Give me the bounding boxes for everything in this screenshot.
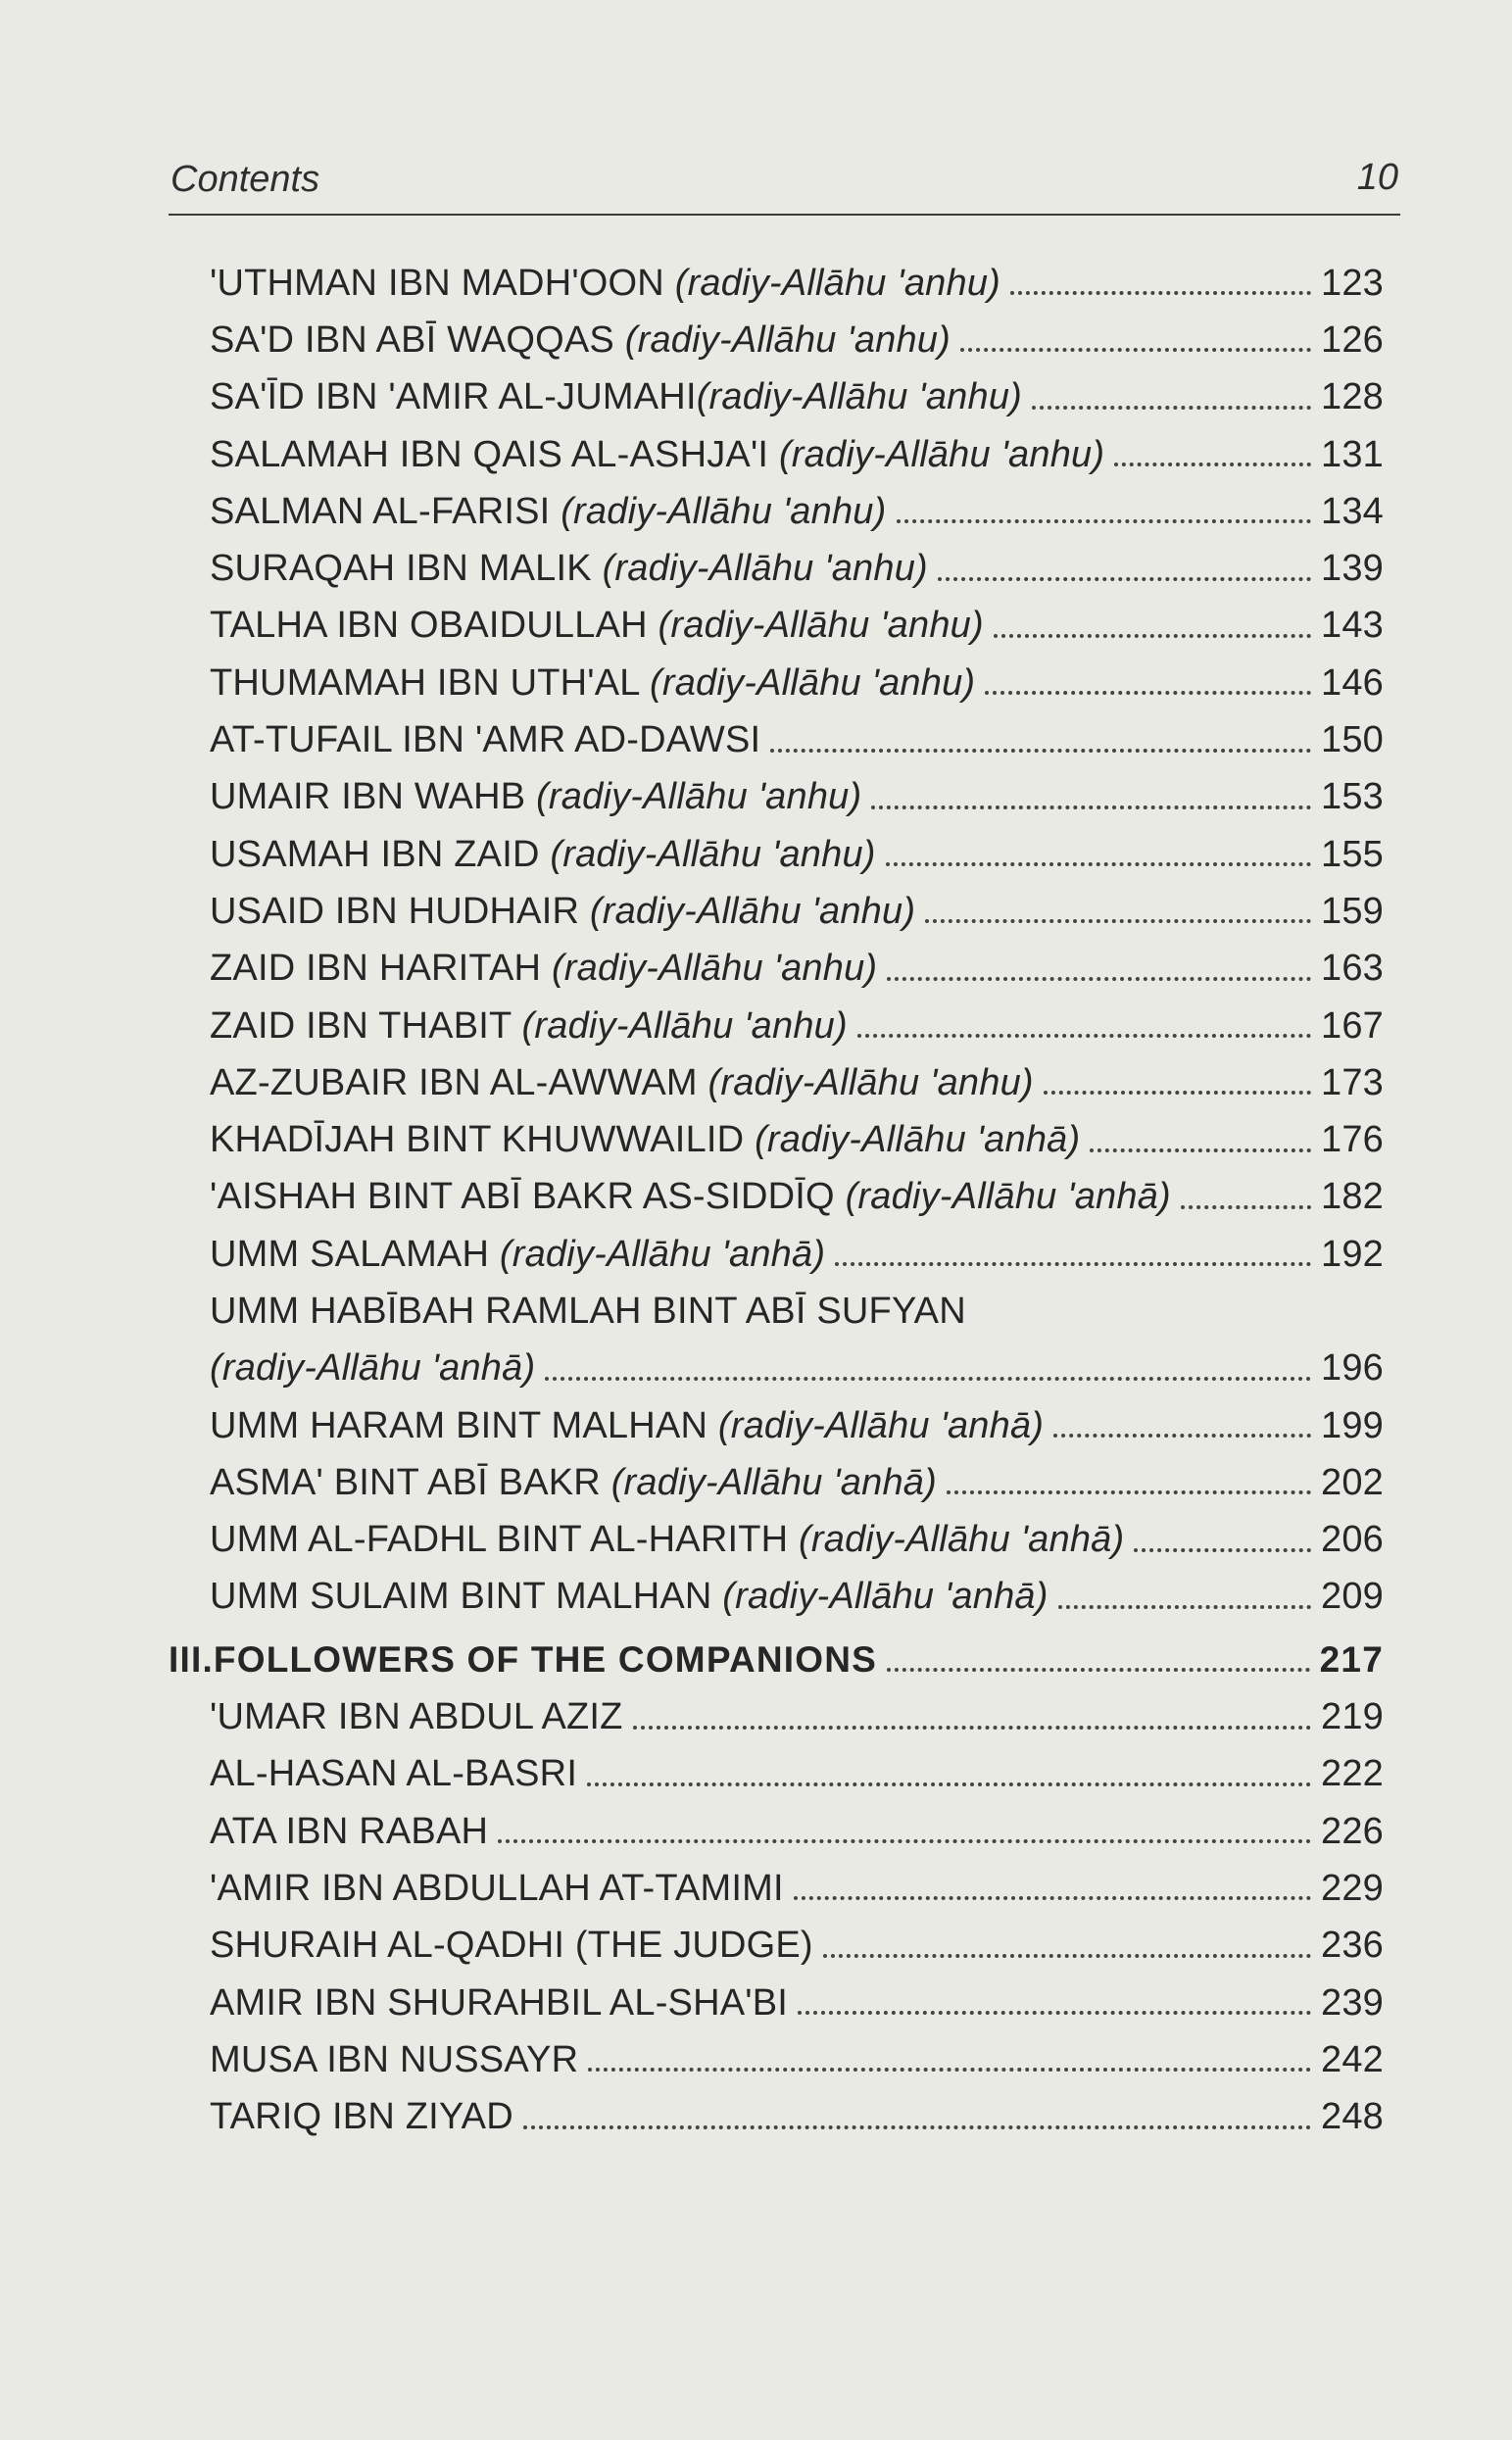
toc-entry (169, 769, 1384, 826)
entry-label (210, 1696, 623, 1738)
dot-leader (994, 634, 1311, 638)
entry-name: 'UTHMAN IBN MADH'OON (210, 262, 675, 304)
entry-label (210, 1811, 488, 1853)
entry-label (210, 1062, 1034, 1104)
toc-entry (169, 1975, 1384, 2031)
entry-label (210, 319, 951, 362)
toc-entry (169, 2089, 1384, 2146)
entry-name: AMIR IBN SHURAHBIL AL-SHA'BI (210, 1981, 789, 2024)
entry-honorific: (radiy-Allāhu 'anhu) (550, 833, 876, 875)
entry-label (210, 719, 760, 761)
dot-leader (871, 805, 1311, 809)
entry-page-number: 229 (1320, 1867, 1384, 1909)
entry-label (210, 1925, 813, 1967)
entry-name: ASMA' BINT ABĪ BAKR (210, 1461, 611, 1503)
entry-label (210, 1576, 1049, 1618)
entry-label (210, 1119, 1080, 1161)
entry-page-number: 139 (1320, 548, 1384, 590)
entry-name: SA'ĪD IBN 'AMIR AL-JUMAHI (210, 376, 697, 418)
entry-page-number: 219 (1320, 1696, 1384, 1738)
toc-entry (169, 1512, 1384, 1569)
toc-entry (169, 1169, 1384, 1226)
entry-honorific: (radiy-Allāhu 'anhu) (649, 661, 976, 704)
header-page-number: 10 (1356, 157, 1398, 198)
dot-leader (798, 2011, 1311, 2015)
entry-page-number: 126 (1320, 318, 1384, 361)
toc-entry (169, 883, 1384, 940)
dot-leader (1032, 406, 1311, 410)
dot-leader (887, 977, 1311, 981)
entry-honorific: (radiy-Allāhu 'anhu) (602, 548, 928, 590)
dot-leader (1090, 1148, 1311, 1152)
entry-name: 'AMIR IBN ABDULLAH AT-TAMIMI (210, 1867, 784, 1909)
entry-label (210, 2096, 513, 2138)
entry-name: MUSA IBN NUSSAYR (210, 2038, 579, 2080)
entry-honorific: (radiy-Allāhu 'anhu) (551, 948, 878, 990)
entry-label (210, 948, 877, 990)
toc-entry (169, 483, 1384, 540)
dot-leader (1044, 1091, 1311, 1095)
toc-entry (169, 1746, 1384, 1803)
entry-name: TARIQ IBN ZIYAD (210, 2096, 513, 2138)
entry-label (210, 662, 975, 705)
toc-entry (169, 998, 1384, 1054)
entry-page-number: 150 (1320, 719, 1384, 761)
toc-entry (169, 1803, 1384, 1860)
entry-label (210, 434, 1104, 476)
toc-entry (169, 2031, 1384, 2088)
toc-entry (169, 369, 1384, 426)
entry-page-number: 134 (1320, 490, 1384, 532)
entry-name: SHURAIH AL-QADHI (THE JUDGE) (210, 1925, 813, 1967)
entry-name: 'UMAR IBN ABDUL AZIZ (210, 1696, 623, 1738)
entry-honorific: (radiy-Allāhu 'anhā) (499, 1233, 826, 1275)
entry-label (210, 605, 984, 647)
entry-honorific: (radiy-Allāhu 'anhu) (658, 605, 984, 647)
entry-name: TALHA IBN OBAIDULLAH (210, 605, 658, 647)
entry-page-number: 202 (1320, 1461, 1384, 1503)
entry-page-number: 153 (1320, 776, 1384, 818)
toc-entry (169, 1918, 1384, 1975)
entry-page-number: 236 (1320, 1925, 1384, 1967)
entry-honorific: (radiy-Allāhu 'anhā) (755, 1119, 1081, 1161)
entry-name: KHADĪJAH BINT KHUWWAILID (210, 1119, 756, 1161)
dot-leader (947, 1490, 1311, 1494)
toc-entry (169, 655, 1384, 711)
entry-page-number: 242 (1320, 2038, 1384, 2080)
entry-label (210, 1753, 577, 1795)
entry-label (210, 1982, 788, 2025)
entry-name: AL-HASAN AL-BASRI (210, 1753, 578, 1795)
entry-name: UMM AL-FADHL BINT AL-HARITH (210, 1519, 800, 1561)
dot-leader (545, 1377, 1311, 1381)
entry-label (210, 1868, 784, 1910)
entry-page-number: 248 (1320, 2096, 1384, 2138)
dot-leader (1010, 291, 1311, 295)
table-of-contents (169, 255, 1384, 2146)
entry-name: UMAIR IBN WAHB (210, 776, 537, 818)
entry-name: 'AISHAH BINT ABĪ BAKR AS-SIDDĪQ (210, 1176, 846, 1218)
entry-page-number: 159 (1320, 890, 1384, 932)
entry-name: SURAQAH IBN MALIK (210, 548, 603, 590)
dot-leader (523, 2125, 1311, 2129)
dot-leader (857, 1034, 1311, 1038)
entry-name: AT-TUFAIL IBN 'AMR AD-DAWSI (210, 719, 761, 761)
entry-label (210, 491, 887, 533)
entry-page-number: 146 (1320, 661, 1384, 704)
dot-leader (588, 2068, 1311, 2072)
entry-page-number: 155 (1320, 833, 1384, 875)
entry-name: ZAID IBN THABIT (210, 1004, 522, 1047)
toc-entry (169, 1688, 1384, 1745)
toc-entry (169, 1283, 1384, 1340)
entry-label (210, 776, 861, 818)
entry-honorific: (radiy-Allāhu 'anhā) (717, 1404, 1045, 1446)
entry-honorific: (radiy-Allāhu 'anhu) (589, 890, 916, 932)
entry-honorific: (radiy-Allāhu 'anhu) (674, 262, 1001, 304)
entry-name: ZAID IBN HARITAH (210, 948, 552, 990)
toc-entry (169, 312, 1384, 368)
entry-page-number: 206 (1320, 1519, 1384, 1561)
toc-entry (169, 598, 1384, 655)
entry-honorific: (radiy-Allāhu 'anhu) (536, 776, 862, 818)
toc-entry (169, 1454, 1384, 1511)
entry-honorific: (radiy-Allāhu 'anhā) (610, 1461, 937, 1503)
toc-entry (169, 426, 1384, 483)
section-heading (169, 1632, 1384, 1688)
toc-entry (169, 711, 1384, 768)
entry-honorific: (radiy-Allāhu 'anhu) (561, 490, 887, 532)
entry-page-number: 167 (1320, 1004, 1384, 1047)
entry-label (210, 1005, 848, 1048)
dot-leader (985, 691, 1311, 695)
entry-page-number: 182 (1320, 1176, 1384, 1218)
entry-name: USAMAH IBN ZAID (210, 833, 551, 875)
entry-page-number: 199 (1320, 1404, 1384, 1446)
toc-entry (169, 1569, 1384, 1626)
entry-page-number: 196 (1320, 1347, 1384, 1390)
entry-name: AZ-ZUBAIR IBN AL-AWWAM (210, 1061, 708, 1103)
dot-leader (633, 1726, 1311, 1730)
entry-name: SALMAN AL-FARISI (210, 490, 561, 532)
entry-label (210, 548, 928, 590)
entry-page-number: 143 (1320, 605, 1384, 647)
entry-label (169, 1639, 877, 1681)
dot-leader (1134, 1548, 1311, 1552)
entry-label (210, 1462, 937, 1504)
entry-page-number: 209 (1320, 1576, 1384, 1618)
entry-label (210, 834, 876, 876)
entry-page-number: 222 (1320, 1753, 1384, 1795)
toc-entry (169, 540, 1384, 597)
entry-name: USAID IBN HUDHAIR (210, 890, 590, 932)
entry-page-number: 239 (1320, 1981, 1384, 2024)
entry-name: UMM HARAM BINT MALHAN (210, 1404, 718, 1446)
toc-entry (169, 1860, 1384, 1917)
entry-name: ATA IBN RABAH (210, 1810, 489, 1852)
dot-leader (938, 577, 1311, 581)
entry-page-number: 192 (1320, 1233, 1384, 1275)
entry-name: UMM HABĪBAH RAMLAH BINT ABĪ SUFYAN (210, 1290, 966, 1332)
entry-name: UMM SALAMAH (210, 1233, 500, 1275)
entry-label (210, 1519, 1124, 1561)
entry-label (210, 1234, 825, 1276)
toc-entry (169, 255, 1384, 312)
entry-page-number: 128 (1320, 376, 1384, 418)
entry-honorific: (radiy-Allāhu 'anhu) (624, 318, 951, 361)
toc-entry (169, 941, 1384, 998)
entry-label (210, 1176, 1171, 1218)
dot-leader (925, 919, 1311, 923)
entry-page-number: 226 (1320, 1810, 1384, 1852)
toc-entry (169, 1397, 1384, 1454)
dot-leader (897, 519, 1311, 523)
dot-leader (1181, 1205, 1311, 1209)
dot-leader (770, 749, 1311, 753)
header-title: Contents (171, 159, 320, 200)
entry-label (210, 2039, 578, 2081)
dot-leader (1053, 1434, 1311, 1438)
entry-name: UMM SULAIM BINT MALHAN (210, 1576, 723, 1618)
entry-page-number: 123 (1320, 262, 1384, 304)
toc-entry (169, 1341, 1384, 1397)
entry-label (210, 1347, 535, 1390)
dot-leader (1058, 1605, 1311, 1609)
toc-entry (169, 1054, 1384, 1111)
entry-page-number: 131 (1320, 433, 1384, 475)
running-header (169, 149, 1400, 216)
entry-page-number: 173 (1320, 1061, 1384, 1103)
entry-honorific: (radiy-Allāhu 'anhā) (722, 1576, 1049, 1618)
entry-label (210, 263, 1000, 305)
entry-label (210, 376, 1022, 418)
dot-leader (587, 1782, 1311, 1786)
dot-leader (823, 1954, 1311, 1958)
toc-entry (169, 1111, 1384, 1168)
dot-leader (886, 862, 1311, 866)
dot-leader (960, 348, 1311, 352)
entry-honorific: (radiy-Allāhu 'anhu) (696, 376, 1023, 418)
entry-name: THUMAMAH IBN UTH'AL (210, 661, 650, 704)
entry-name: III.FOLLOWERS OF THE COMPANIONS (169, 1639, 878, 1681)
dot-leader (1114, 463, 1311, 466)
entry-honorific: (radiy-Allāhu 'anhu) (707, 1061, 1034, 1103)
entry-page-number: 217 (1319, 1639, 1384, 1681)
dot-leader (835, 1262, 1311, 1266)
toc-entry (169, 826, 1384, 883)
dot-leader (498, 1839, 1311, 1843)
entry-honorific: (radiy-Allāhu 'anhu) (778, 433, 1105, 475)
toc-entry (169, 1226, 1384, 1283)
entry-name: SA'D IBN ABĪ WAQQAS (210, 318, 625, 361)
entry-label (210, 1405, 1044, 1447)
entry-honorific: (radiy-Allāhu 'anhā) (799, 1519, 1125, 1561)
entry-honorific: (radiy-Allāhu 'anhā) (845, 1176, 1171, 1218)
entry-honorific: (radiy-Allāhu 'anhā) (210, 1347, 536, 1390)
entry-page-number: 163 (1320, 948, 1384, 990)
entry-name: SALAMAH IBN QAIS AL-ASHJA'I (210, 433, 779, 475)
entry-honorific: (radiy-Allāhu 'anhu) (521, 1004, 848, 1047)
dot-leader (794, 1896, 1311, 1900)
entry-page-number: 176 (1320, 1119, 1384, 1161)
entry-label (210, 891, 915, 933)
dot-leader (887, 1668, 1310, 1672)
entry-label (210, 1291, 966, 1333)
